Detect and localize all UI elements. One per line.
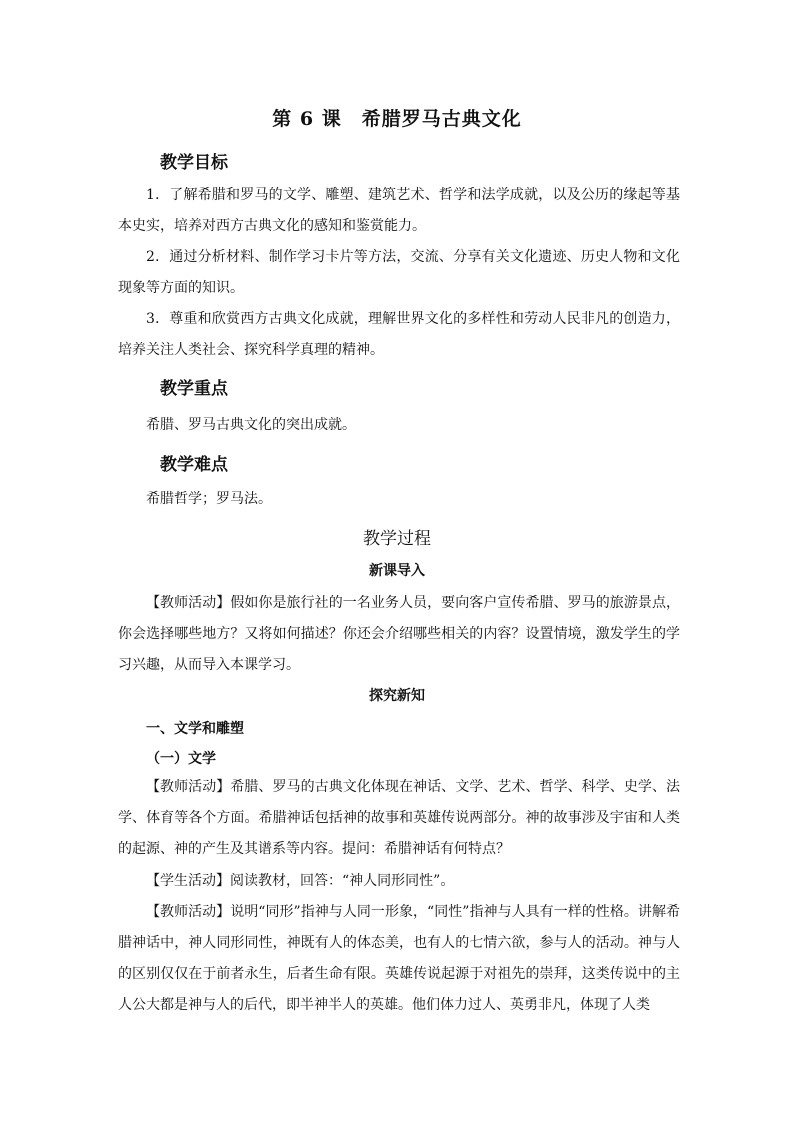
- explore-heading: 探究新知: [369, 688, 425, 704]
- teacher-activity-paragraph-2: 【教师活动】说明“同形”指神与人同一形象，“同性”指神与人具有一样的性格。讲解希腊神话中，神人同形同性，神既有人的体态美，也有人的七情六欲，参与人的活动。神与人的区别仅仅在于前者永生，后者生命有限。英雄传说起源于对祖先的崇拜，这类传说中的主人公大都是神与人的后代，即半神半人的英雄。他们体力过人、英勇非凡，体现了人类: [118, 904, 680, 1013]
- intro-paragraph: 【教师活动】假如你是旅行社的一名业务人员，要向客户宣传希腊、罗马的旅游景点，你会选择哪些地方？又将如何描述？你还会介绍哪些相关的内容？设置情境，激发学生的学习兴趣，从而导入本课学习。: [118, 595, 680, 673]
- process-heading: 教学过程: [363, 529, 431, 549]
- intro-heading: 新课导入: [369, 563, 425, 579]
- key-points-heading: 教学重点: [160, 379, 228, 399]
- objective-item-2: 2．通过分析材料、制作学习卡片等方法，交流、分享有关文化遗迹、历史人物和文化现象等方面的知识。: [118, 249, 680, 296]
- subsection-literature: （一）文学: [146, 751, 216, 767]
- teacher-activity-paragraph-1: 【教师活动】希腊、罗马的古典文化体现在神话、文学、艺术、哲学、科学、史学、法学、体育等各个方面。希腊神话包括神的故事和英雄传说两部分。神的故事涉及宇宙和人类的起源、神的产生及其谱系等内容。提问：希腊神话有何特点？: [118, 779, 680, 857]
- student-activity-paragraph: 【学生活动】阅读教材，回答：“神人同形同性”。: [146, 873, 455, 889]
- difficulties-text: 希腊哲学；罗马法。: [146, 491, 272, 507]
- difficulties-heading: 教学难点: [160, 455, 228, 475]
- objectives-heading: 教学目标: [160, 153, 228, 173]
- objective-item-3: 3．尊重和欣赏西方古典文化成就，理解世界文化的多样性和劳动人民非凡的创造力，培养关注人类社会、探究科学真理的精神。: [118, 311, 680, 358]
- key-points-text: 希腊、罗马古典文化的突出成就。: [146, 417, 356, 433]
- objective-item-1: 1．了解希腊和罗马的文学、雕塑、建筑艺术、哲学和法学成就，以及公历的缘起等基本史实，培养对西方古典文化的感知和鉴赏能力。: [118, 187, 680, 234]
- page-title: 第 6 课 希腊罗马古典文化: [272, 108, 522, 130]
- section-literature-sculpture: 一、文学和雕塑: [146, 721, 244, 737]
